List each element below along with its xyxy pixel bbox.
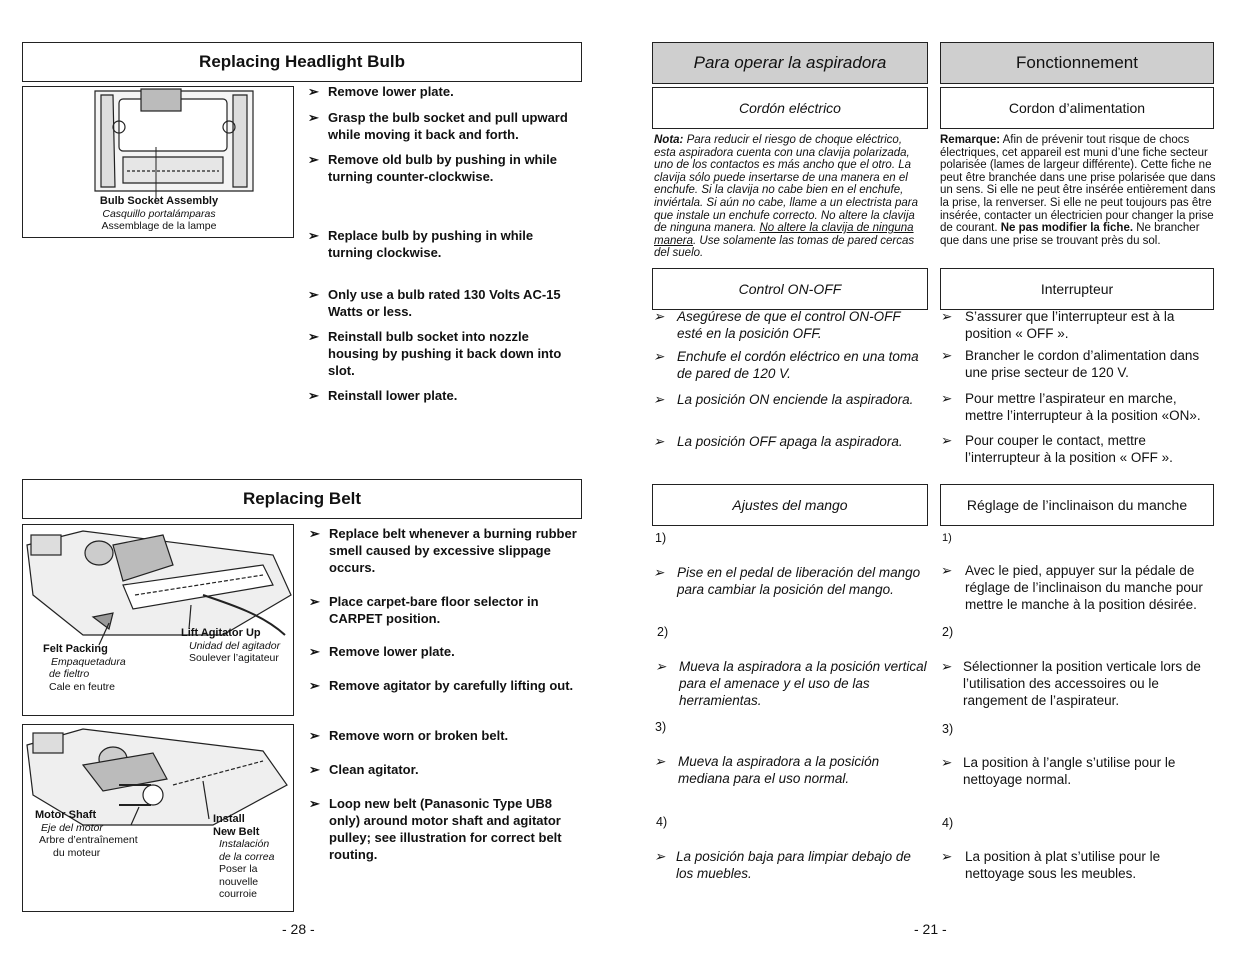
headlight-figure bbox=[22, 86, 294, 238]
spanish-handle-num-3: 3) bbox=[655, 720, 667, 734]
spanish-switch-step-1: ➢ Asegúrese de que el control ON-OFF esté en la posición OFF. bbox=[653, 309, 901, 341]
french-note: Remarque: Afin de prévenir tout risque de chocs électriques, cet appareil est muni d’une fiche secteur polarisée (lames de largeur différente). Cette fiche ne peut être branchée dans une prise polarisée que dans un sens. Si elle ne peut être insérée entièrement dans la prise, la renverser. Si elle ne peut toujours pas être insérée, contacter un électricien pour changer la prise de courant. Ne pas modifier la fiche. Ne brancher que dans une prise se trouvant près du sol. bbox=[940, 134, 1216, 247]
headlight-step-1: ➢ Remove lower plate. bbox=[308, 84, 454, 99]
headlight-step-2: ➢ Grasp the bulb socket and pull upward while moving it back and forth. bbox=[308, 110, 568, 142]
french-switch-step-4: ➢ Pour couper le contact, mettre l’interrupteur à la position « OFF ». bbox=[941, 433, 1173, 465]
french-handle-step-3: ➢ La position à l’angle s’utilise pour le nettoyage normal. bbox=[941, 755, 1176, 787]
spanish-handle-step-1: ➢ Pise en el pedal de liberación del mango para cambiar la posición del mango. bbox=[653, 565, 921, 597]
belt-step-1: ➢ Replace belt whenever a burning rubber smell caused by excessive slippage occurs. bbox=[309, 526, 577, 575]
spanish-handle-step-2: ➢ Mueva la aspiradora a la posición vertical para el amenace y el uso de las herramientas. bbox=[655, 659, 927, 708]
spanish-title: Para operar la aspiradora bbox=[652, 42, 928, 84]
french-handle-num-2: 2) bbox=[942, 625, 954, 639]
spanish-handle-num-2: 2) bbox=[657, 625, 669, 639]
headlight-step-3: ➢ Remove old bulb by pushing in while turning counter-clockwise. bbox=[308, 152, 557, 184]
french-switch-step-3: ➢ Pour mettre l’aspirateur en marche, mettre l’interrupteur à la position «ON». bbox=[941, 391, 1201, 423]
install-belt-caption: Install New Belt Instalación de la correa Poser la nouvelle courroie bbox=[213, 813, 275, 900]
belt-figure-1 bbox=[22, 524, 294, 716]
page-number-left: - 28 - bbox=[282, 921, 315, 937]
french-handle-step-1: ➢ Avec le pied, appuyer sur la pédale de réglage de l’inclinaison du manche pour mettre le manche à la position désirée. bbox=[941, 563, 1203, 612]
spanish-note-end: . Use solamente las tomas de pared cercas del suelo. bbox=[654, 234, 915, 260]
lift-agitator-caption: Lift Agitator Up Unidad del agitador Soulever l’agitateur bbox=[181, 627, 281, 664]
french-cord-heading: Cordon d’alimentation bbox=[940, 87, 1214, 129]
felt-packing-caption: Felt Packing Empaquetadura de fieltro Cale en feutre bbox=[43, 643, 126, 693]
belt-step-7: ➢ Loop new belt (Panasonic Type UB8 only) around motor shaft and agitator pulley; see illustration for correct belt routing. bbox=[309, 796, 562, 862]
belt-title: Replacing Belt bbox=[22, 479, 582, 519]
spanish-switch-heading: Control ON-OFF bbox=[652, 268, 928, 310]
french-switch-heading: Interrupteur bbox=[940, 268, 1214, 310]
spanish-note-body: Para reducir el riesgo de choque eléctrico, esta aspiradora cuenta con una clavija polarizada, uno de los contactos es más ancho que el otro. La clavija sólo puede insertarse de una manera en el enchufe. Si la clavija no cabe bien en el enchufe, inviértala. Si aún no cabe, llame a un electrista para que instale un enchufe correcto. No altere la clavija de ninguna manera. bbox=[654, 134, 919, 235]
belt-step-6: ➢ Clean agitator. bbox=[309, 762, 419, 777]
belt-step-4: ➢ Remove agitator by carefully lifting out. bbox=[309, 678, 574, 693]
belt-step-2: ➢ Place carpet-bare floor selector in CARPET position. bbox=[309, 594, 539, 626]
french-handle-num-3: 3) bbox=[942, 722, 954, 736]
spanish-handle-num-4: 4) bbox=[656, 815, 668, 829]
bulb-socket-caption: Bulb Socket Assembly Casquillo portalámparas Assemblage de la lampe bbox=[99, 195, 219, 232]
page-number-right: - 21 - bbox=[914, 921, 947, 937]
spanish-note: Nota: Para reducir el riesgo de choque eléctrico, esta aspiradora cuenta con una clavija polarizada, uno de los contactos es más ancho que el otro. La clavija sólo puede insertarse de una manera en el enchufe. Si la clavija no cabe bien en el enchufe, inviértala. Si aún no cabe, llame a un electrista para que instale un enchufe correcto. No altere la clavija de ninguna manera. No altere la clavija de ninguna manera. Use solamente las tomas de pared cercas del suelo. bbox=[654, 134, 919, 260]
spanish-handle-heading: Ajustes del mango bbox=[652, 484, 928, 526]
headlight-step-7: ➢ Reinstall lower plate. bbox=[308, 388, 458, 403]
spanish-handle-num-1: 1) bbox=[655, 531, 667, 545]
belt-figure-2 bbox=[22, 724, 294, 912]
headlight-step-4: ➢ Replace bulb by pushing in while turning clockwise. bbox=[308, 228, 534, 260]
french-handle-num-1: 1) bbox=[942, 532, 952, 544]
spanish-switch-step-2: ➢ Enchufe el cordón eléctrico en una toma de pared de 120 V. bbox=[653, 349, 919, 381]
french-handle-step-2: ➢ Sélectionner la position verticale lors de l’utilisation des accessoires ou le rangement de l’aspirateur. bbox=[941, 659, 1201, 708]
spanish-note-underlined: No altere la clavija de ninguna manera bbox=[654, 222, 914, 247]
motor-shaft-caption: Motor Shaft Eje del motor Arbre d’entraînement du moteur bbox=[35, 809, 138, 859]
spanish-cord-heading: Cordón eléctrico bbox=[652, 87, 928, 129]
french-handle-heading: Réglage de l’inclinaison du manche bbox=[940, 484, 1214, 526]
headlight-step-6: ➢ Reinstall bulb socket into nozzle housing by pushing it back down into slot. bbox=[308, 329, 562, 378]
french-title: Fonctionnement bbox=[940, 42, 1214, 84]
french-handle-step-4: ➢ La position à plat s’utilise pour le nettoyage sous les meubles. bbox=[941, 849, 1161, 881]
spanish-handle-step-4: ➢ La posición baja para limpiar debajo de los muebles. bbox=[654, 849, 911, 881]
french-switch-step-2: ➢ Brancher le cordon d’alimentation dans une prise secteur de 120 V. bbox=[941, 348, 1200, 380]
spanish-note-text bbox=[654, 134, 918, 259]
spanish-switch-step-4: ➢ La posición OFF apaga la aspiradora. bbox=[653, 434, 903, 449]
headlight-title: Replacing Headlight Bulb bbox=[22, 42, 582, 82]
french-switch-step-1: ➢ S’assurer que l’interrupteur est à la position « OFF ». bbox=[941, 309, 1175, 341]
belt-step-5: ➢ Remove worn or broken belt. bbox=[309, 728, 509, 743]
spanish-switch-step-3: ➢ La posición ON enciende la aspiradora. bbox=[653, 392, 914, 407]
belt-step-3: ➢ Remove lower plate. bbox=[309, 644, 455, 659]
spanish-handle-step-3: ➢ Mueva la aspiradora a la posición mediana para el uso normal. bbox=[654, 754, 880, 786]
french-handle-num-4: 4) bbox=[942, 816, 954, 830]
headlight-step-5: ➢ Only use a bulb rated 130 Volts AC-15 Watts or less. bbox=[308, 287, 561, 319]
